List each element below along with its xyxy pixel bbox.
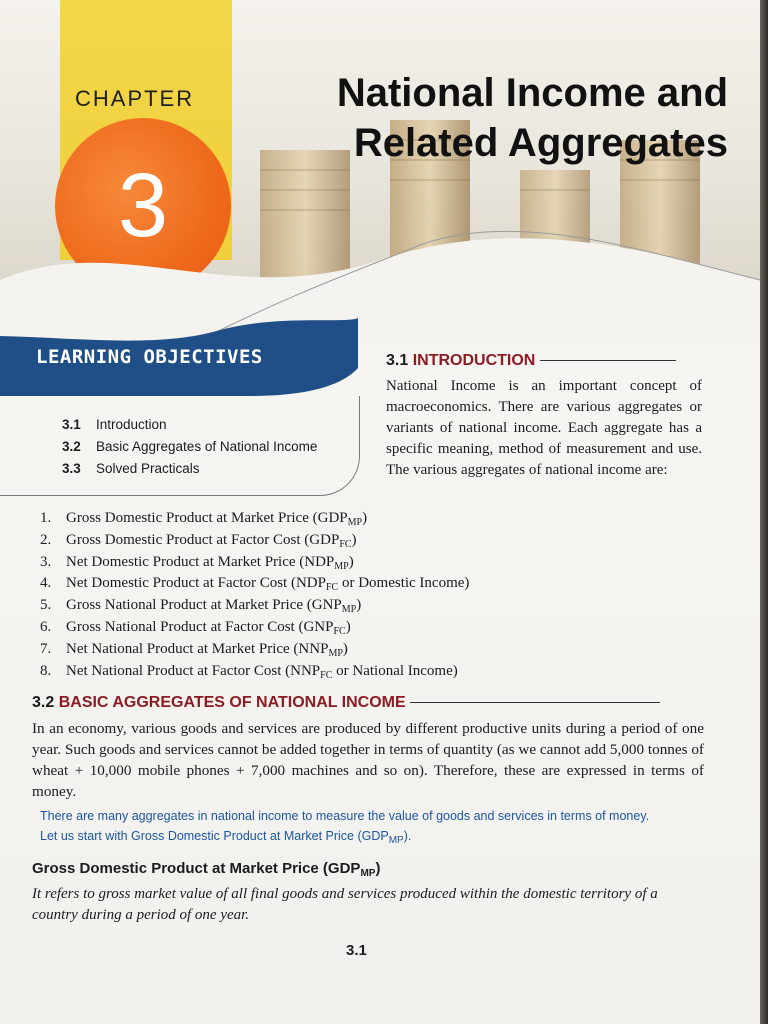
item-text-end: ) <box>356 597 362 614</box>
item-text-end: ) <box>348 553 354 570</box>
item-text: Net Domestic Product at Market Price (NDP <box>66 553 335 570</box>
learning-objectives-title: LEARNING OBJECTIVES <box>36 346 263 368</box>
note-subscript: MP <box>388 835 404 846</box>
item-text-end: ) <box>351 531 357 548</box>
page-edge-shadow <box>760 0 768 1024</box>
gdp-heading-subscript: MP <box>360 868 376 879</box>
chapter-title-line1: National Income and <box>336 71 728 115</box>
item-text-end: ) <box>362 510 368 526</box>
introduction-paragraph: National Income is an important concept of macroeconomics. There are various aggregates or variants of national income. Each aggregate has a specific meaning, method of measurement and use. The various aggregates of national income are: <box>386 378 702 478</box>
item-text-end: ) <box>345 618 351 635</box>
heading-rule <box>540 360 676 361</box>
item-text-end: or National Income) <box>332 662 458 679</box>
item-number: 7. <box>40 640 52 657</box>
section-number: 3.2 <box>32 694 55 711</box>
item-subscript: FC <box>333 625 346 637</box>
item-text-end: or Domestic Income) <box>338 575 470 592</box>
heading-rule <box>410 702 660 703</box>
introduction-heading <box>386 352 706 370</box>
chapter-title-line2: Related Aggregates <box>353 121 728 165</box>
chapter-title <box>268 68 728 168</box>
chapter-number: 3 <box>117 156 169 256</box>
objective-text: Introduction <box>96 417 167 432</box>
list-item <box>62 414 317 436</box>
list-item <box>40 552 469 574</box>
objective-number: 3.2 <box>62 439 81 454</box>
item-subscript: MP <box>347 517 363 528</box>
item-number: 5. <box>40 597 52 614</box>
item-subscript: FC <box>320 669 333 681</box>
objective-number: 3.1 <box>62 417 81 432</box>
note-line-1: There are many aggregates in national income to measure the value of goods and services in terms of money. <box>40 809 650 823</box>
list-item <box>40 661 469 683</box>
list-item <box>40 639 469 661</box>
item-number: 3. <box>40 553 52 570</box>
item-number: 6. <box>40 618 52 635</box>
section-title: BASIC AGGREGATES OF NATIONAL INCOME <box>58 694 406 711</box>
item-text: Gross National Product at Factor Cost (GNP <box>66 618 334 635</box>
list-item <box>40 530 469 552</box>
item-text: Gross National Product at Market Price (GNP <box>66 597 342 614</box>
item-text: Net Domestic Product at Factor Cost (NDP <box>66 575 326 592</box>
item-number: 4. <box>40 575 52 592</box>
list-item <box>40 508 469 530</box>
item-text-end: ) <box>342 640 348 657</box>
item-text: Net National Product at Factor Cost (NNP <box>66 662 321 679</box>
basic-aggregates-heading <box>32 694 704 712</box>
list-item <box>62 436 317 458</box>
objective-text: Basic Aggregates of National Income <box>96 439 318 454</box>
gdp-mp-heading <box>32 860 380 879</box>
item-number: 1. <box>40 510 52 526</box>
item-subscript: FC <box>325 582 339 594</box>
section-title: INTRODUCTION <box>412 352 536 369</box>
list-item <box>40 573 469 595</box>
note-line-2-text: Let us start with Gross Domestic Product at Market Price (GDP <box>40 829 389 843</box>
item-subscript: MP <box>328 647 343 659</box>
objective-text: Solved Practicals <box>96 461 200 476</box>
list-item <box>62 458 317 480</box>
item-number: 2. <box>40 531 52 548</box>
note-line-2-end: ). <box>403 829 412 843</box>
basic-aggregates-paragraph: In an economy, various goods and services are produced by different productive units during a period of one year. Such goods and services cannot be added together in terms of quantity (as we cannot add 5,000 tonnes of wheat + 10,000 mobile phones + 7,000 machines and so on). Therefore, these are expressed in terms of money. <box>32 720 704 800</box>
item-text: Net National Product at Market Price (NNP <box>66 640 329 657</box>
item-number: 8. <box>40 662 52 679</box>
objective-number: 3.3 <box>62 461 81 476</box>
learning-objectives-list <box>62 414 317 480</box>
list-item <box>40 595 469 617</box>
gdp-heading-end: ) <box>375 860 381 877</box>
note-text <box>40 806 704 851</box>
item-subscript: MP <box>334 560 349 572</box>
item-text: Gross Domestic Product at Factor Cost (GDP <box>66 531 340 548</box>
item-subscript: MP <box>341 604 357 616</box>
list-item <box>40 617 469 639</box>
section-number: 3.1 <box>386 352 409 369</box>
item-subscript: FC <box>339 538 352 550</box>
note-line-2 <box>40 826 704 851</box>
chapter-label: CHAPTER <box>75 86 195 111</box>
page-number: 3.1 <box>346 942 367 959</box>
gdp-mp-definition: It refers to gross market value of all final goods and services produced within the domestic territory of a country during a period of one year. <box>32 886 658 923</box>
aggregates-list <box>40 508 469 682</box>
item-text: Gross Domestic Product at Market Price (GDP <box>66 510 348 526</box>
gdp-heading-text: Gross Domestic Product at Market Price (GDP <box>32 860 361 877</box>
